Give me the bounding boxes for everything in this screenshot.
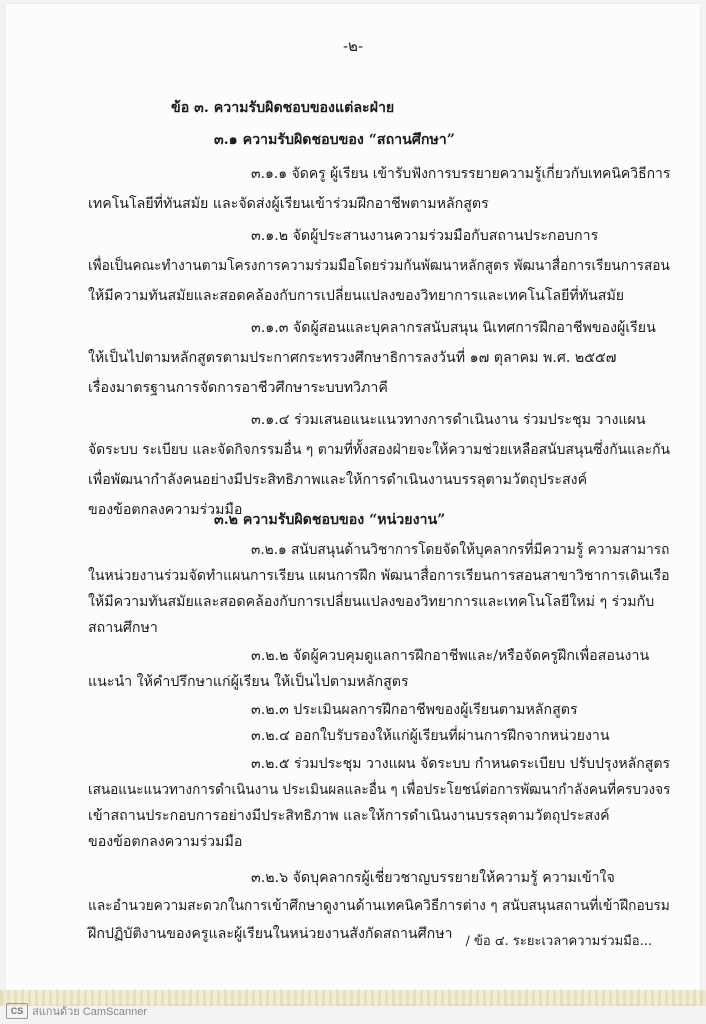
item-3-2-1-line-1: ๓.๒.๑ สนับสนุนด้านวิชาการโดยจัดให้บุคลากรที่มีความรู้ ความสามารถ bbox=[251, 542, 670, 558]
section-3-2-title: ๓.๒ ความรับผิดชอบของ “หน่วยงาน” bbox=[214, 512, 446, 528]
item-3-2-1-line-2: ในหน่วยงานร่วมจัดทำแผนการเรียน แผนการฝึก พัฒนาสื่อการเรียนการสอนสาขาวิชาการเดินเรือ bbox=[88, 568, 670, 584]
item-3-2-3-line-1: ๓.๒.๓ ประเมินผลการฝึกอาชีพของผู้เรียนตามหลักสูตร bbox=[251, 702, 578, 718]
item-3-1-3-line-3: เรื่องมาตรฐานการจัดการอาชีวศึกษาระบบทวิภาคี bbox=[88, 380, 388, 396]
item-3-2-6-line-2: และอำนวยความสะดวกในการเข้าศึกษาดูงานด้านเทคนิควิธีการต่าง ๆ สนับสนุนสถานที่เข้าฝึกอบรม bbox=[88, 898, 670, 914]
item-3-1-3-line-1: ๓.๑.๓ จัดผู้สอนและบุคลากรสนับสนุน นิเทศการฝึกอาชีพของผู้เรียน bbox=[251, 320, 656, 336]
document-page bbox=[6, 4, 700, 1004]
camscanner-logo-icon: CS bbox=[6, 1003, 28, 1019]
item-3-1-4-line-3: เพื่อพัฒนากำลังคนอย่างมีประสิทธิภาพและให้การดำเนินงานบรรลุตามวัตถุประสงค์ bbox=[88, 472, 588, 488]
item-3-1-4-line-1: ๓.๑.๔ ร่วมเสนอแนะแนวทางการดำเนินงาน ร่วมประชุม วางแผน bbox=[251, 412, 646, 428]
item-3-2-6-line-1: ๓.๒.๖ จัดบุคลากรผู้เชี่ยวชาญบรรยายให้ความรู้ ความเข้าใจ bbox=[251, 870, 615, 886]
item-3-2-5-line-4: ของข้อตกลงความร่วมมือ bbox=[88, 834, 243, 850]
item-3-2-2-line-2: แนะนำ ให้คำปรึกษาแก่ผู้เรียน ให้เป็นไปตามหลักสูตร bbox=[88, 674, 409, 690]
item-3-1-2-line-2: เพื่อเป็นคณะทำงานตามโครงการความร่วมมือโดยร่วมกันพัฒนาหลักสูตร พัฒนาสื่อการเรียนการสอน bbox=[88, 258, 670, 274]
item-3-1-1-line-2: เทคโนโลยีที่ทันสมัย และจัดส่งผู้เรียนเข้าร่วมฝึกอาชีพตามหลักสูตร bbox=[88, 196, 489, 212]
item-3-1-4-line-2: จัดระบบ ระเบียบ และจัดกิจกรรมอื่น ๆ ตามที่ทั้งสองฝ่ายจะให้ความช่วยเหลือสนับสนุนซึ่งกันและกัน bbox=[88, 442, 671, 458]
item-3-2-6-line-3: ฝึกปฏิบัติงานของครูและผู้เรียนในหน่วยงานสังกัดสถานศึกษา bbox=[88, 926, 453, 942]
item-3-2-1-line-3: ให้มีความทันสมัยและสอดคล้องกับการเปลี่ยนแปลงของวิทยาการและเทคโนโลยีใหม่ ๆ ร่วมกับ bbox=[88, 594, 655, 610]
page-number: -๒- bbox=[342, 37, 364, 55]
item-3-2-5-line-3: เข้าสถานประกอบการอย่างมีประสิทธิภาพ และให้การดำเนินงานบรรลุตามวัตถุประสงค์ bbox=[88, 808, 610, 824]
item-3-1-1-line-1: ๓.๑.๑ จัดครู ผู้เรียน เข้ารับฟังการบรรยายความรู้เกี่ยวกับเทคนิควิธีการ bbox=[251, 166, 671, 182]
item-3-1-3-line-2: ให้เป็นไปตามหลักสูตรตามประกาศกระทรวงศึกษาธิการลงวันที่ ๑๗ ตุลาคม พ.ศ. ๒๕๕๗ bbox=[88, 350, 617, 366]
scanner-watermark bbox=[6, 1003, 147, 1019]
item-3-1-2-line-3: ให้มีความทันสมัยและสอดคล้องกับการเปลี่ยนแปลงของวิทยาการและเทคโนโลยีที่ทันสมัย bbox=[88, 288, 625, 304]
scanner-watermark-text: สแกนด้วย CamScanner bbox=[32, 1006, 148, 1018]
item-3-2-5-line-2: เสนอแนะแนวทางการดำเนินงาน ประเมินผลและอื่น ๆ เพื่อประโยชน์ต่อการพัฒนากำลังคนที่ครบวงจร bbox=[88, 782, 671, 798]
section-3-1-title: ๓.๑ ความรับผิดชอบของ “สถานศึกษา” bbox=[214, 132, 455, 148]
item-3-2-1-line-4: สถานศึกษา bbox=[88, 620, 158, 636]
item-3-1-2-line-1: ๓.๑.๒ จัดผู้ประสานงานความร่วมมือกับสถานประกอบการ bbox=[251, 228, 599, 244]
heading-clause-3: ข้อ ๓. ความรับผิดชอบของแต่ละฝ่าย bbox=[171, 100, 395, 116]
item-3-2-2-line-1: ๓.๒.๒ จัดผู้ควบคุมดูแลการฝึกอาชีพและ/หรือจัดครูฝึกเพื่อสอนงาน bbox=[251, 648, 650, 664]
item-3-2-4-line-1: ๓.๒.๔ ออกใบรับรองให้แก่ผู้เรียนที่ผ่านการฝึกจากหน่วยงาน bbox=[251, 728, 610, 744]
continuation-note: / ข้อ ๔. ระยะเวลาความร่วมมือ... bbox=[465, 934, 652, 949]
item-3-2-5-line-1: ๓.๒.๕ ร่วมประชุม วางแผน จัดระบบ กำหนดระเบียบ ปรับปรุงหลักสูตร bbox=[251, 756, 671, 772]
item-3-1-4-line-4: ของข้อตกลงความร่วมมือ bbox=[88, 502, 243, 518]
